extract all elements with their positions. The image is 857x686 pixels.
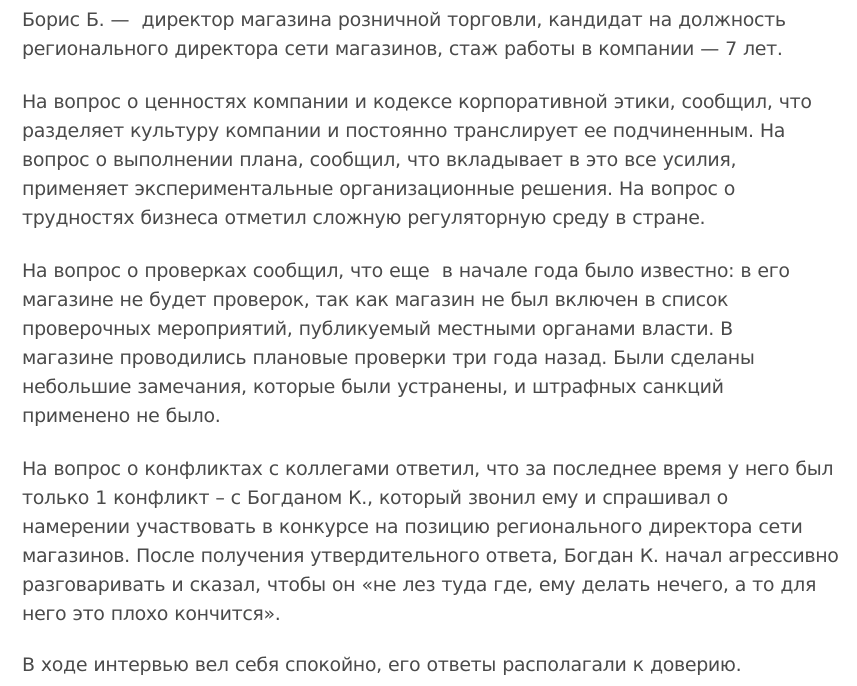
text-line: проверочных мероприятий, публикуемый местными органами власти. В bbox=[22, 318, 733, 340]
paragraph-company-values bbox=[22, 88, 812, 233]
text-line: разговаривать и сказал, чтобы он «не лез туда где, ему делать нечего, а то для bbox=[22, 574, 817, 596]
text-line: На вопрос о конфликтах с коллегами ответил, что за последнее время у него был bbox=[22, 458, 834, 480]
text-line: На вопрос о проверках сообщил, что еще в начале года было известно: в его bbox=[22, 260, 790, 282]
text-line: магазине проводились плановые проверки три года назад. Были сделаны bbox=[22, 347, 755, 369]
text-line: разделяет культуру компании и постоянно транслирует ее подчиненным. На bbox=[22, 120, 786, 142]
text-line: небольшие замечания, которые были устранены, и штрафных санкций bbox=[22, 376, 724, 398]
text-line: трудностях бизнеса отметил сложную регуляторную среду в стране. bbox=[22, 207, 706, 229]
text-line: только 1 конфликт – с Богданом К., который звонил ему и спрашивал о bbox=[22, 487, 728, 509]
text-line: применяет экспериментальные организационные решения. На вопрос о bbox=[22, 178, 736, 200]
paragraph-inspections bbox=[22, 257, 790, 431]
text-line: На вопрос о ценностях компании и кодексе корпоративной этики, сообщил, что bbox=[22, 91, 812, 113]
text-line: регионального директора сети магазинов, стаж работы в компании — 7 лет. bbox=[22, 38, 783, 60]
text-line: него это плохо кончится». bbox=[22, 603, 281, 625]
paragraph-conflicts bbox=[22, 455, 839, 629]
paragraph-candidate-intro bbox=[22, 6, 786, 64]
text-line: намерении участвовать в конкурсе на позицию регионального директора сети bbox=[22, 516, 803, 538]
paragraph-interview-conclusion bbox=[22, 651, 741, 680]
text-line: В ходе интервью вел себя спокойно, его ответы располагали к доверию. bbox=[22, 654, 742, 676]
text-line: магазине не будет проверок, так как магазин не был включен в список bbox=[22, 289, 729, 311]
text-line: вопрос о выполнении плана, сообщил, что вкладывает в это все усилия, bbox=[22, 149, 737, 171]
text-line: применено не было. bbox=[22, 405, 221, 427]
text-line: магазинов. После получения утвердительного ответа, Богдан К. начал агрессивно bbox=[22, 545, 839, 567]
text-line: Борис Б. — директор магазина розничной торговли, кандидат на должность bbox=[22, 9, 786, 31]
